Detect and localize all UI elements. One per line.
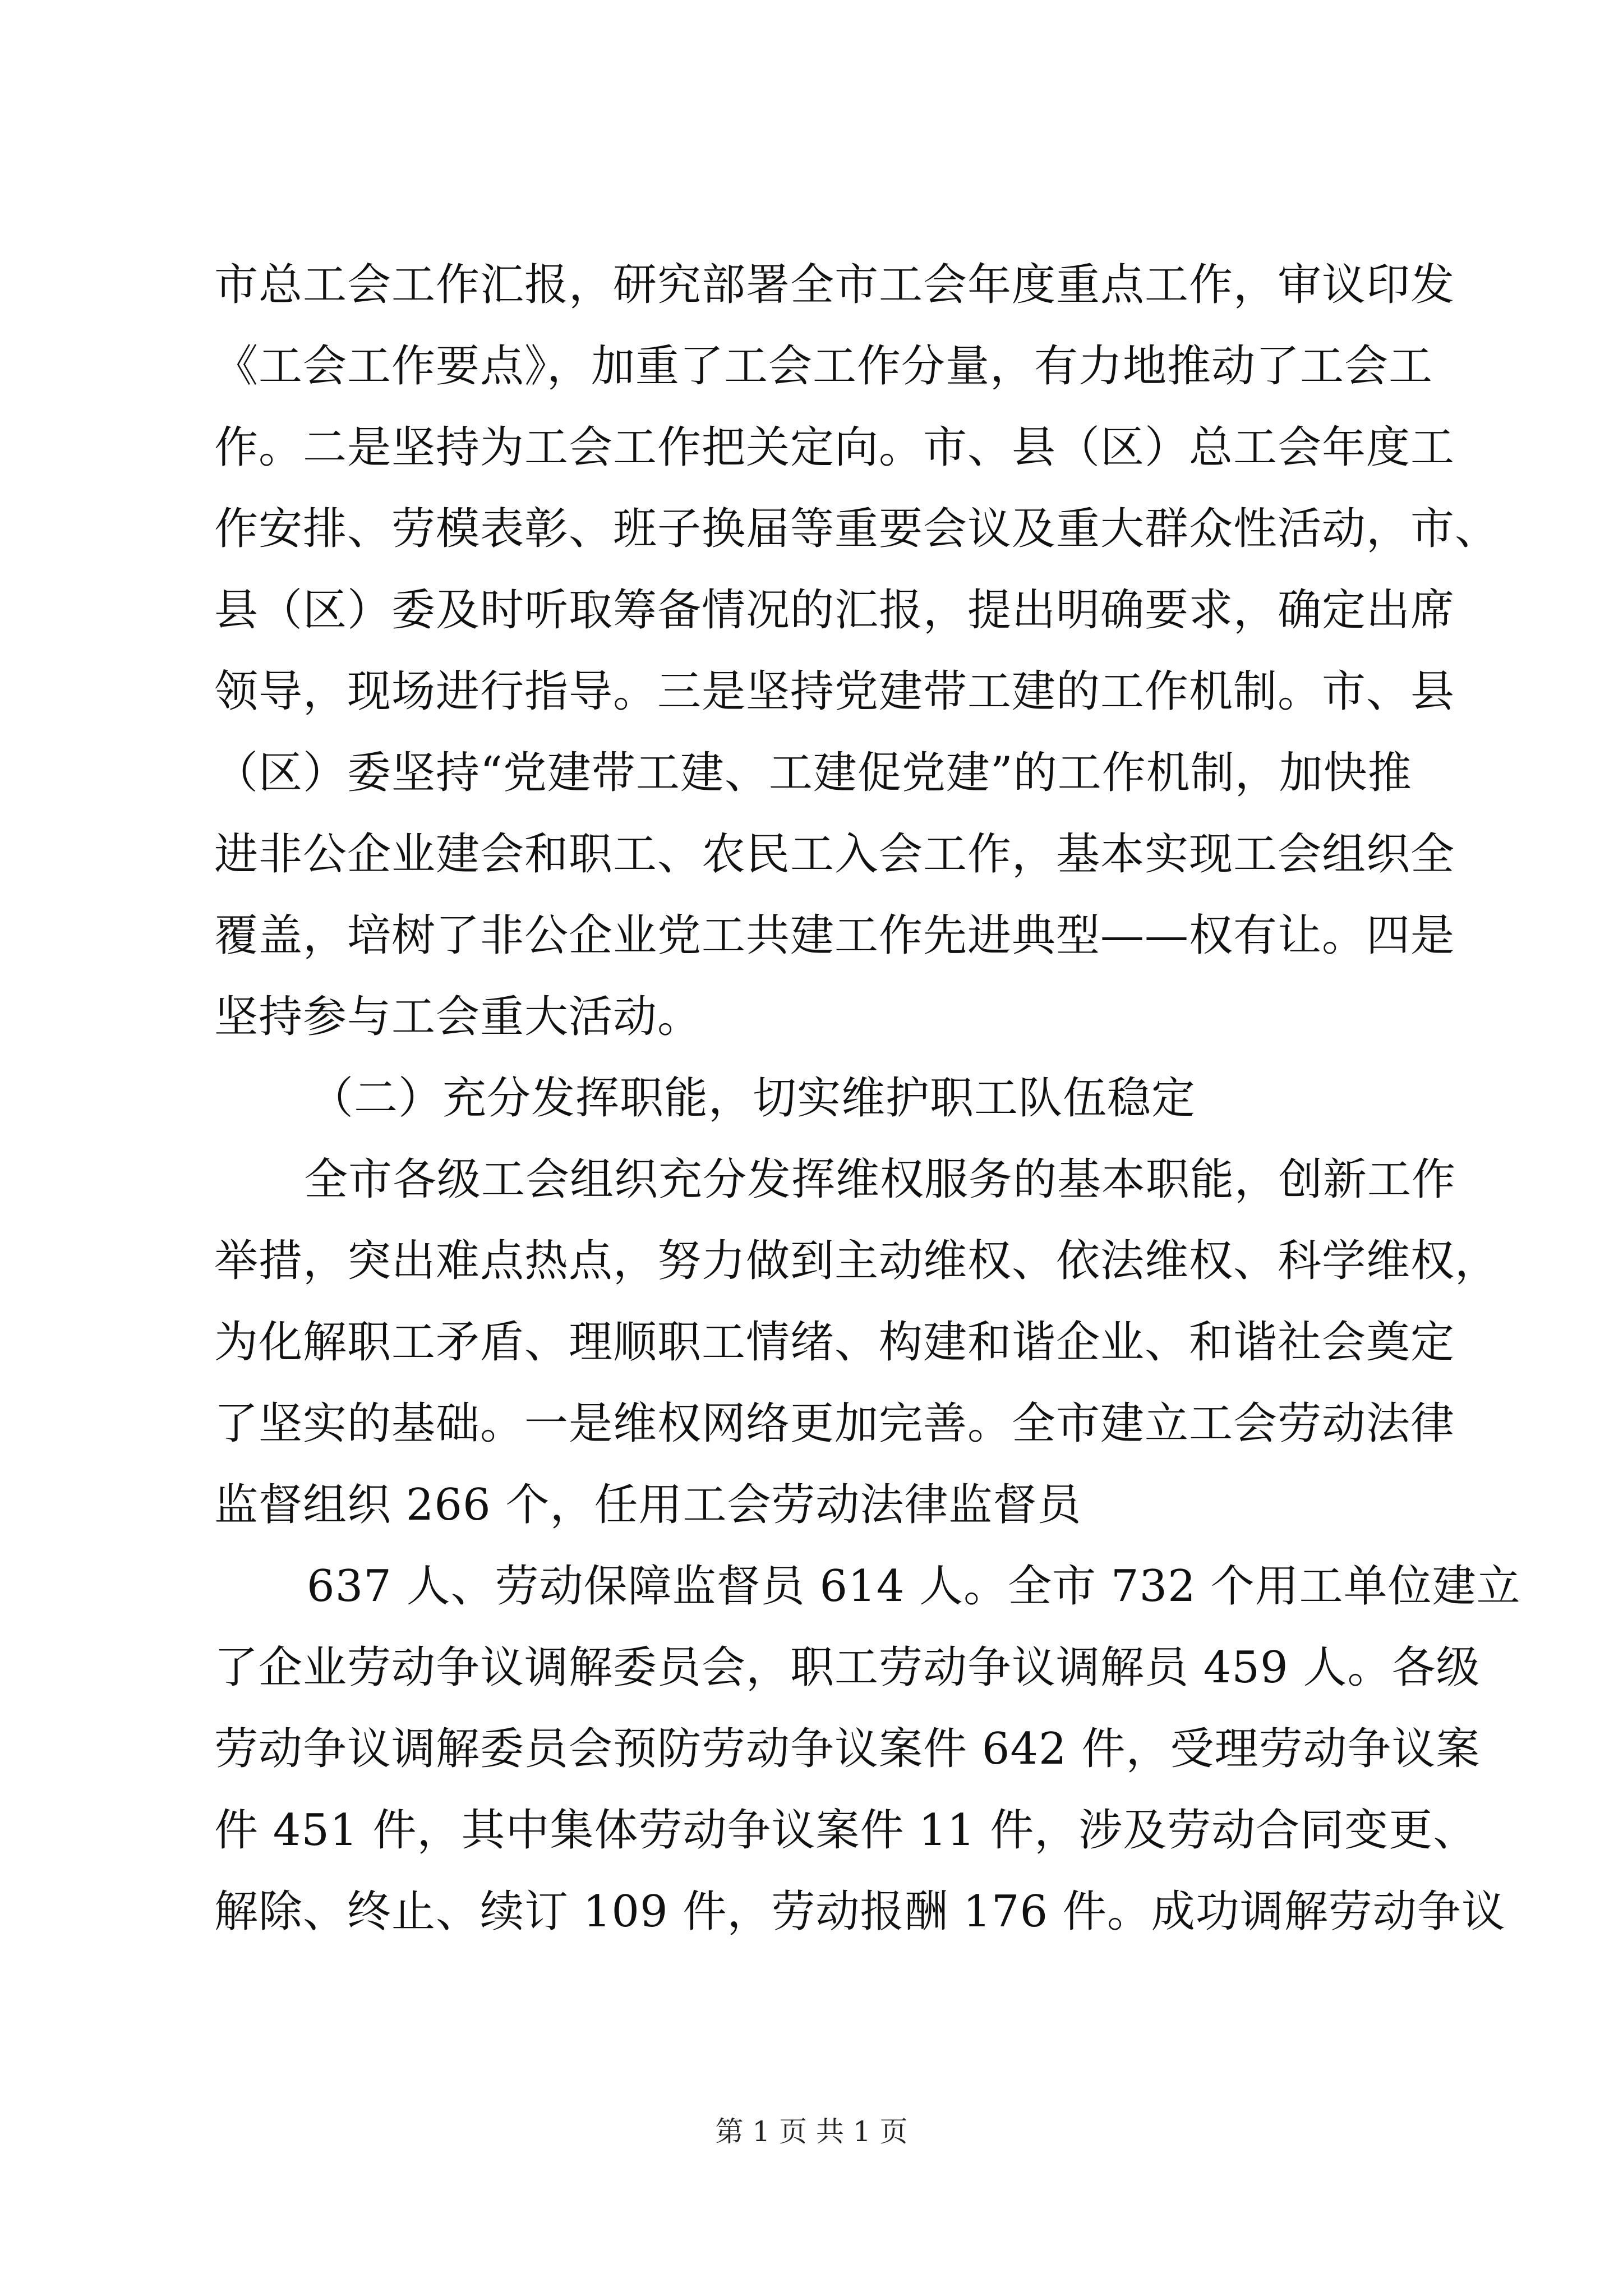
paragraph-first-line: 全市各级工会组织充分发挥维权服务的基本职能，创新工作: [304, 1154, 1456, 1205]
text-line-13: 举措，突出难点热点，努力做到主动维权、依法维权、科学维权，: [214, 1236, 1500, 1286]
page-number-footer: 第 1 页 共 1 页: [715, 2115, 908, 2148]
text-line-1: 市总工会工作汇报，研究部署全市工会年度重点工作，审议印发: [214, 260, 1455, 310]
text-line-19: 劳动争议调解委员会预防劳动争议案件 642 件，受理劳动争议案: [214, 1724, 1481, 1774]
text-line-20: 件 451 件，其中集体劳动争议案件 11 件，涉及劳动合同变更、: [214, 1805, 1478, 1856]
text-line-4: 作安排、劳模表彰、班子换届等重要会议及重大群众性活动，市、: [214, 504, 1500, 554]
text-line-16: 监督组织 266 个，任用工会劳动法律监督员: [214, 1480, 1082, 1530]
section-heading: （二）充分发挥职能，切实维护职工队伍稳定: [310, 1073, 1196, 1124]
text-line-10: 坚持参与工会重大活动。: [214, 992, 702, 1042]
text-line-8: 进非公企业建会和职工、农民工入会工作，基本实现工会组织全: [214, 829, 1455, 880]
text-line-15: 了坚实的基础。一是维权网络更加完善。全市建立工会劳动法律: [214, 1398, 1455, 1449]
text-line-3: 作。二是坚持为工会工作把关定向。市、县（区）总工会年度工: [214, 422, 1455, 473]
paragraph-continuation-first-line: 637 人、劳动保障监督员 614 人。全市 732 个用工单位建立: [307, 1561, 1521, 1612]
text-line-14: 为化解职工矛盾、理顺职工情绪、构建和谐企业、和谐社会奠定: [214, 1317, 1455, 1368]
text-line-2: 《工会工作要点》，加重了工会工作分量，有力地推动了工会工: [214, 341, 1433, 392]
text-line-21: 解除、终止、续订 109 件，劳动报酬 176 件。成功调解劳动争议: [214, 1887, 1506, 1937]
text-line-9: 覆盖，培树了非公企业党工共建工作先进典型——权有让。四是: [214, 910, 1455, 961]
text-line-7: （区）委坚持“党建带工建、工建促党建”的工作机制，加快推: [214, 748, 1412, 798]
text-line-18: 了企业劳动争议调解委员会，职工劳动争议调解员 459 人。各级: [214, 1642, 1481, 1693]
text-line-6: 领导，现场进行指导。三是坚持党建带工建的工作机制。市、县: [214, 666, 1455, 717]
text-line-5: 县（区）委及时听取筹备情况的汇报，提出明确要求，确定出席: [214, 585, 1455, 636]
